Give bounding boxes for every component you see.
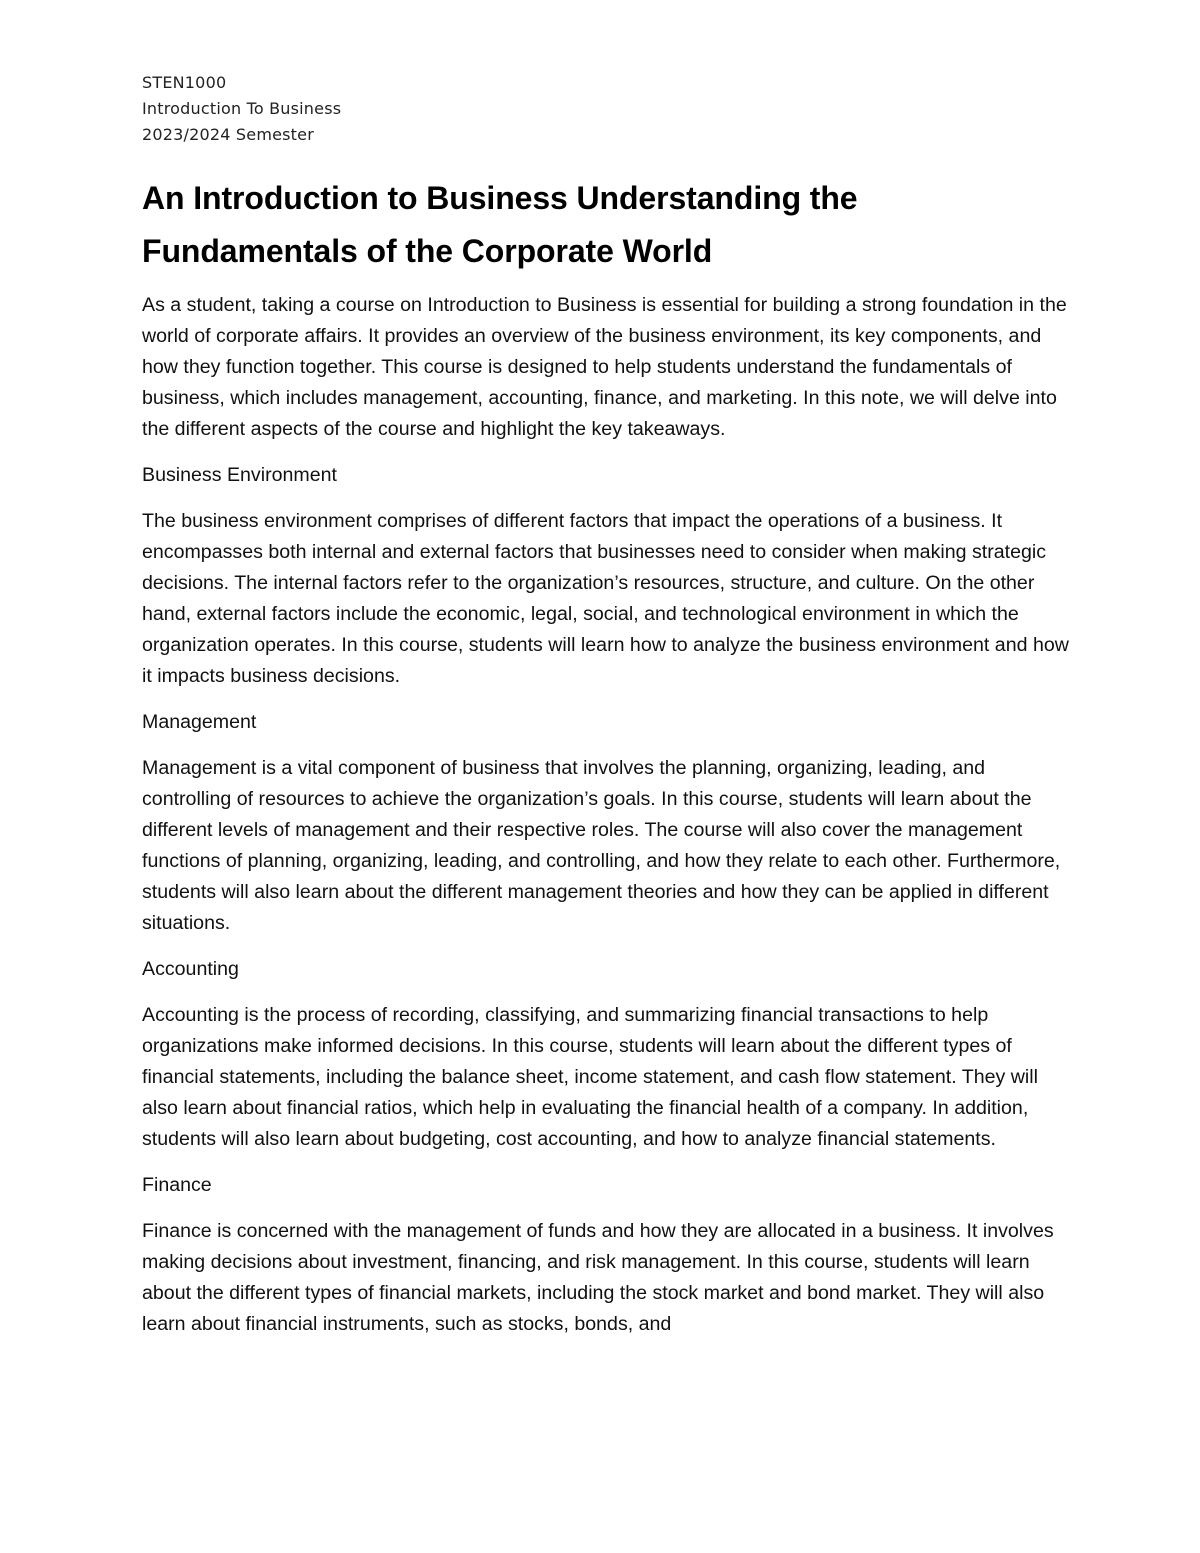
semester: 2023/2024 Semester (142, 125, 314, 144)
section-body-management: Management is a vital component of business that involves the planning, organizing, leading, and controlling of resources to achieve the organization’s goals. In this course, students will learn about the different levels of management and their respective roles. The course will also cover the management functions of planning, organizing, leading, and controlling, and how they relate to each other. Furthermore, students will also learn about the different management theories and how they can be applied in different situations. (142, 757, 1061, 934)
section-heading-accounting: Accounting (142, 958, 239, 980)
document-title: An Introduction to Business Understanding the Fundamentals of the Corporate World (142, 180, 858, 269)
document-page (142, 70, 1072, 1340)
course-name: Introduction To Business (142, 99, 342, 118)
section-body-finance: Finance is concerned with the management of funds and how they are allocated in a business. It involves making decisions about investment, financing, and risk management. In this course, students will learn about the different types of financial markets, including the stock market and bond market. They will also learn about financial instruments, such as stocks, bonds, and (142, 1220, 1054, 1335)
section-heading-finance: Finance (142, 1174, 212, 1196)
document-header (142, 70, 1072, 148)
course-code: STEN1000 (142, 73, 227, 92)
section-heading-business-environment: Business Environment (142, 464, 337, 486)
intro-paragraph: As a student, taking a course on Introduction to Business is essential for building a strong foundation in the world of corporate affairs. It provides an overview of the business environment, its key components, and how they function together. This course is designed to help students understand the fundamentals of business, which includes management, accounting, finance, and marketing. In this note, we will delve into the different aspects of the course and highlight the key takeaways. (142, 294, 1067, 440)
section-body-business-environment: The business environment comprises of different factors that impact the operations of a business. It encompasses both internal and external factors that businesses need to consider when making strategic decisions. The internal factors refer to the organization’s resources, structure, and culture. On the other hand, external factors include the economic, legal, social, and technological environment in which the organization operates. In this course, students will learn how to analyze the business environment and how it impacts business decisions. (142, 510, 1069, 687)
section-body-accounting: Accounting is the process of recording, classifying, and summarizing financial transactions to help organizations make informed decisions. In this course, students will learn about the different types of financial statements, including the balance sheet, income statement, and cash flow statement. They will also learn about financial ratios, which help in evaluating the financial health of a company. In addition, students will also learn about budgeting, cost accounting, and how to analyze financial statements. (142, 1004, 1038, 1150)
section-heading-management: Management (142, 711, 257, 733)
